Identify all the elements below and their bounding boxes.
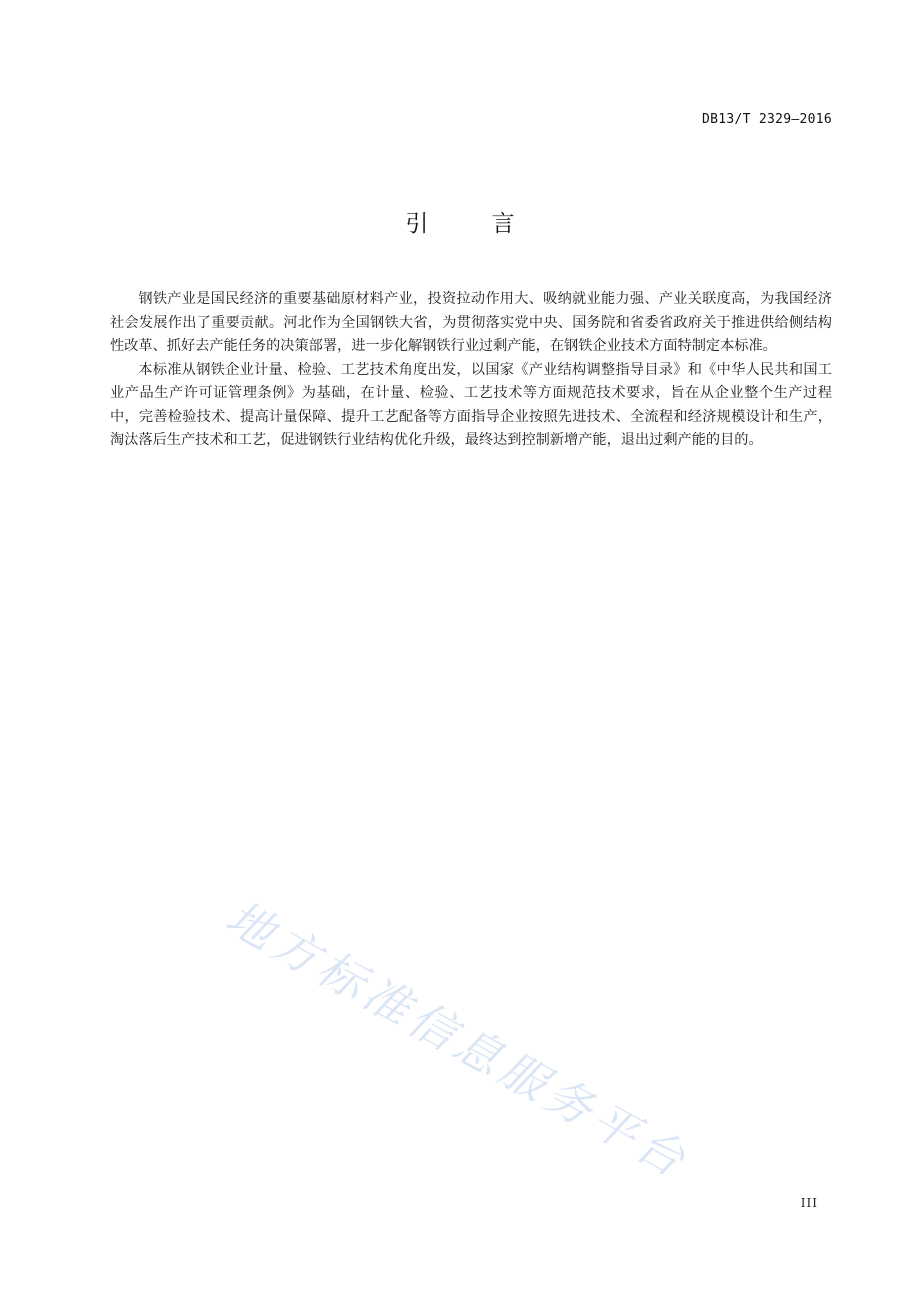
- body-text: [110, 288, 832, 453]
- paragraph-1: 钢铁产业是国民经济的重要基础原材料产业，投资拉动作用大、吸纳就业能力强、产业关联度高，为我国经济社会发展作出了重要贡献。河北作为全国钢铁大省，为贯彻落实党中央、国务院和省委省政府关于推进供给侧结构性改革、抓好去产能任务的决策部署，进一步化解钢铁行业过剩产能，在钢铁企业技术方面特制定本标准。: [110, 291, 832, 354]
- page-number: III: [800, 1196, 818, 1210]
- watermark: 地方标准信息服务平台: [217, 890, 699, 1190]
- section-title: 引 言: [405, 211, 543, 237]
- paragraph-2: 本标准从钢铁企业计量、检验、工艺技术角度出发，以国家《产业结构调整指导目录》和《中华人民共和国工业产品生产许可证管理条例》为基础，在计量、检验、工艺技术等方面规范技术要求，旨在从企业整个生产过程中，完善检验技术、提高计量保障、提升工艺配备等方面指导企业按照先进技术、全流程和经济规模设计和生产，淘汰落后生产技术和工艺，促进钢铁行业结构优化升级，最终达到控制新增产能，退出过剩产能的目的。: [110, 361, 832, 448]
- document-code: DB13/T 2329—2016: [701, 112, 832, 127]
